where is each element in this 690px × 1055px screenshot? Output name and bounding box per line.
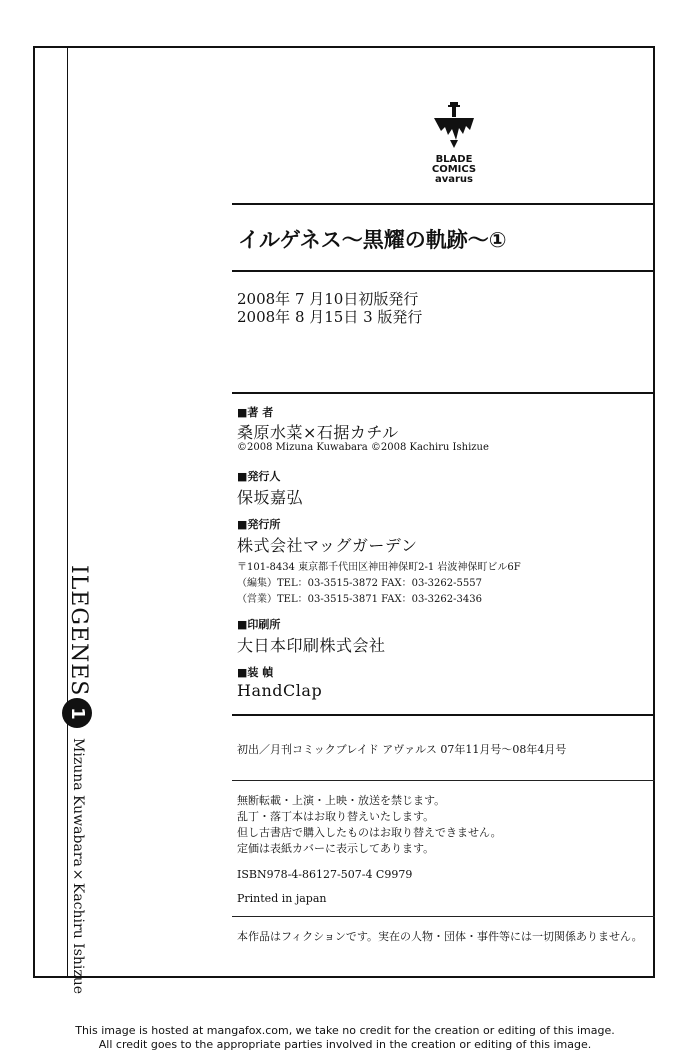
fiction-note: 本作品はフィクションです。実在の人物・団体・事件等には一切関係ありません。 (237, 930, 643, 943)
spine-volume-badge (62, 698, 92, 728)
publisher-name: 株式会社マッグガーデン (237, 536, 418, 555)
footer-credit-line-1: This image is hosted at mangafox.com, we take no credit for the creation or editing of this image. (75, 1024, 615, 1037)
spine-title: ILEGENES (66, 565, 91, 697)
publisher-address: 〒101-8434 東京都千代田区神田神保町2-1 岩波神保町ビル6F (237, 562, 521, 573)
issuer-name: 保坂嘉弘 (237, 488, 304, 507)
logo-emblem-icon (430, 100, 478, 150)
fiction-top-rule (232, 916, 655, 917)
edition-line-third: 2008年 8 月15日 3 版発行 (237, 308, 423, 326)
issuer-label: ■発行人 (237, 470, 281, 483)
logo-text-blade: BLADE (435, 154, 473, 165)
notice-line-3: 但し古書店で購入したものはお取り替えできません。 (237, 826, 502, 839)
publisher-sales-contact: （営業）TEL：03-3515-3871 FAX：03-3262-3436 (237, 594, 482, 605)
book-title: イルゲネス〜黒耀の軌跡〜① (238, 228, 507, 252)
notice-line-2: 乱丁・落丁本はお取り替えいたします。 (237, 810, 435, 823)
logo-text-avarus: avarus (434, 174, 474, 185)
first-appearance-top-rule (232, 714, 655, 716)
notices-top-rule (232, 780, 655, 781)
author-name: 桑原水菜×石据カチル (237, 423, 399, 442)
author-label: ■著 者 (237, 406, 274, 419)
publisher-label: ■発行所 (237, 518, 281, 531)
title-top-rule (232, 203, 655, 205)
edition-line-first: 2008年 7 月10日初版発行 (237, 290, 419, 308)
isbn: ISBN978-4-86127-507-4 C9979 (237, 868, 413, 881)
logo-text-comics: COMICS (431, 164, 477, 175)
design-name: HandClap (237, 681, 323, 700)
printer-label: ■印刷所 (237, 618, 281, 631)
spine-volume-number: 1 (66, 706, 88, 720)
spine-authors: Mizuna Kuwabara×Kachiru Ishizue (70, 738, 86, 995)
printed-in: Printed in japan (237, 892, 327, 905)
first-appearance: 初出／月刊コミックブレイド アヴァルス 07年11月号〜08年4月号 (237, 743, 567, 756)
notice-line-1: 無断転載・上演・上映・放送を禁じます。 (237, 794, 446, 807)
author-copyright: ©2008 Mizuna Kuwabara ©2008 Kachiru Ishizue (237, 442, 489, 453)
title-bottom-rule (232, 270, 655, 272)
design-label: ■装 幀 (237, 666, 274, 679)
publisher-edit-contact: （編集）TEL：03-3515-3872 FAX：03-3262-5557 (237, 578, 482, 589)
printer-name: 大日本印刷株式会社 (237, 636, 386, 655)
publisher-logo (412, 100, 492, 195)
notice-line-4: 定価は表紙カバーに表示してあります。 (237, 842, 435, 855)
credits-top-rule (232, 392, 655, 394)
footer-credit-line-2: All credit goes to the appropriate parties involved in the creation or editing of this image. (98, 1038, 592, 1051)
spine-divider (67, 48, 68, 976)
